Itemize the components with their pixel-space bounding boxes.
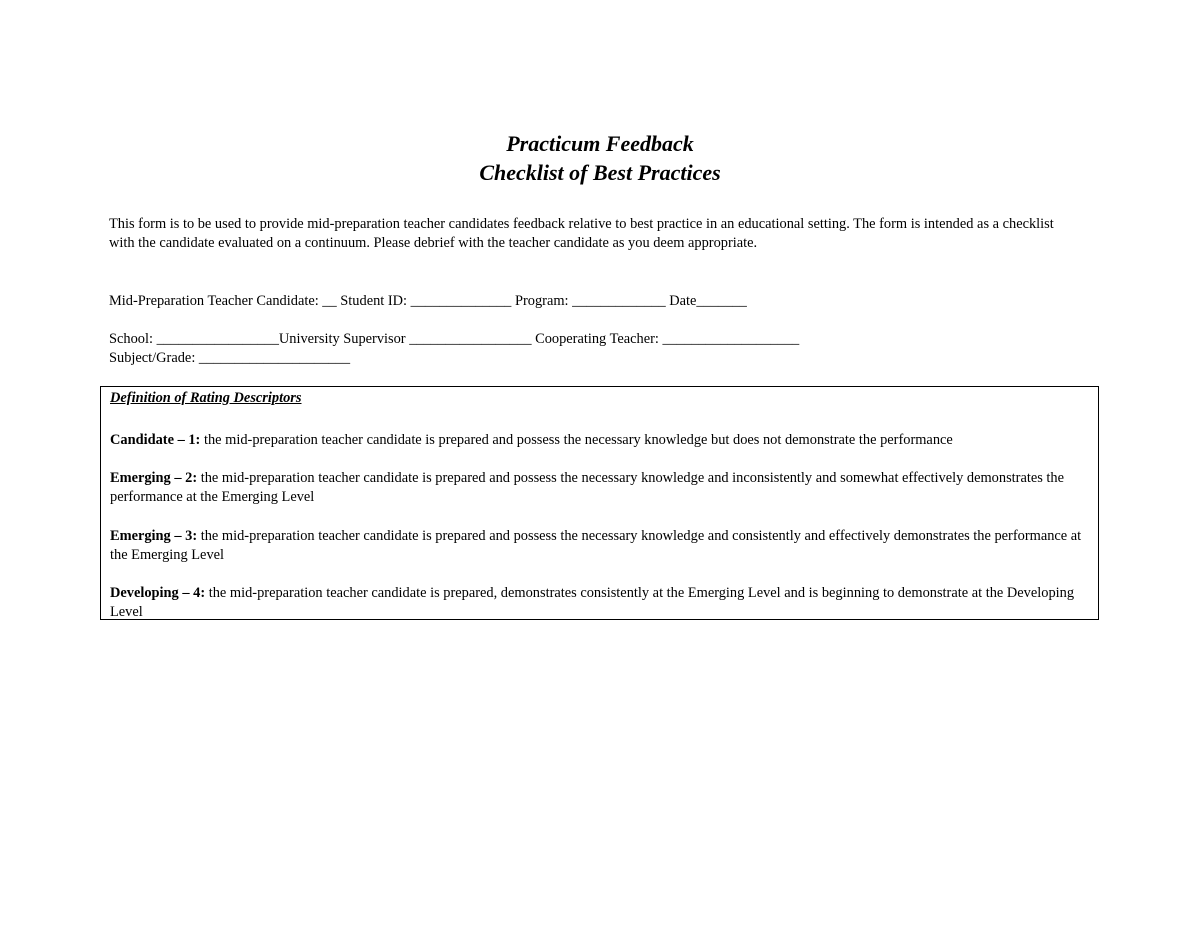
rating-descriptors-heading: Definition of Rating Descriptors — [110, 390, 302, 406]
descriptor-emerging-2 — [110, 469, 1085, 506]
descriptor-text: the mid-preparation teacher candidate is prepared and possess the necessary knowledge and inconsistently and somewhat effectively demonstrates the performance at the Emerging Level — [110, 470, 1065, 505]
descriptor-text: the mid-preparation teacher candidate is prepared and possess the necessary knowledge and consistently and effectively demonstrates the performance at the Emerging Level — [110, 528, 1082, 563]
rating-descriptors-box — [100, 386, 1099, 620]
descriptor-label: Emerging – 3: — [110, 528, 198, 544]
document-subtitle: Checklist of Best Practices — [479, 160, 721, 185]
descriptor-emerging-3 — [110, 527, 1085, 564]
descriptor-text: the mid-preparation teacher candidate is prepared, demonstrates consistently at the Emerging Level and is beginning to demonstrate at the Developing Level — [110, 585, 1075, 620]
descriptor-candidate-1 — [110, 431, 1085, 450]
subject-grade-line: Subject/Grade: _____________________ — [109, 350, 351, 366]
document-title: Practicum Feedback — [506, 131, 694, 156]
intro-paragraph: This form is to be used to provide mid-preparation teacher candidates feedback relative to best practice in an educational setting. The form is intended as a checklist with the candidate evaluated on a continuum. Please debrief with the teacher candidate as you deem appropriate. — [109, 216, 1054, 251]
descriptor-label: Developing – 4: — [110, 585, 206, 601]
descriptor-text: the mid-preparation teacher candidate is prepared and possess the necessary knowledge but does not demonstrate the performance — [200, 432, 953, 448]
descriptor-label: Emerging – 2: — [110, 470, 198, 486]
school-info-line: School: _________________University Supervisor _________________ Cooperating Teacher: ___________________ — [109, 331, 800, 347]
descriptor-label: Candidate – 1: — [110, 432, 201, 448]
candidate-info-line: Mid-Preparation Teacher Candidate: __ Student ID: ______________ Program: _____________ Date_______ — [109, 293, 747, 309]
descriptor-developing-4 — [110, 584, 1085, 621]
